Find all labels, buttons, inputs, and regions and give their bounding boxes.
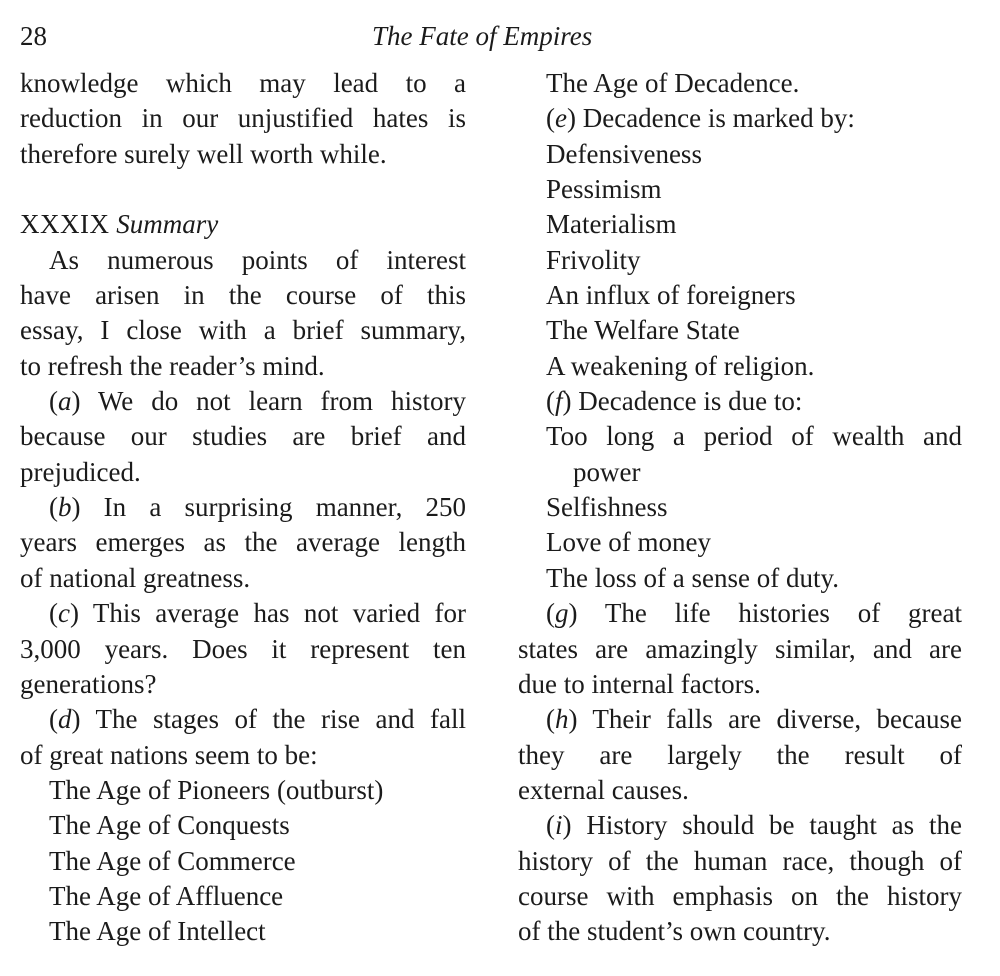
list-item: Defensiveness bbox=[546, 138, 702, 169]
spacer bbox=[20, 172, 466, 207]
paragraph-line: years emerges as the average length bbox=[20, 527, 466, 558]
page-number: 28 bbox=[20, 21, 47, 51]
list-item: Materialism bbox=[546, 209, 677, 240]
point-marker: g bbox=[555, 598, 569, 629]
point-e-line: (e) Decadence is marked by: bbox=[546, 103, 855, 134]
point-marker: f bbox=[555, 386, 563, 417]
page-header bbox=[0, 16, 1000, 56]
point-marker: d bbox=[58, 704, 72, 735]
point-marker: e bbox=[555, 103, 567, 134]
stage-item: The Age of Conquests bbox=[49, 810, 290, 841]
list-item-continuation: power bbox=[573, 456, 641, 487]
point-text: The stages of the rise and fall bbox=[80, 704, 466, 735]
paragraph-line: reduction in our unjustified hates is bbox=[20, 103, 466, 134]
paragraph-line: course with emphasis on the history bbox=[518, 880, 962, 911]
right-column bbox=[518, 66, 962, 950]
point-text: In a surprising manner, 250 bbox=[80, 492, 466, 523]
list-item: Selfishness bbox=[546, 492, 668, 523]
point-marker: b bbox=[58, 492, 72, 523]
running-title: The Fate of Empires bbox=[372, 21, 593, 51]
point-i-line: (i) History should be taught as the bbox=[546, 810, 962, 841]
paragraph-line: have arisen in the course of this bbox=[20, 280, 466, 311]
paragraph-line: history of the human race, though of bbox=[518, 845, 962, 876]
paragraph-line: to refresh the reader’s mind. bbox=[20, 350, 325, 381]
list-item: Too long a period of wealth and bbox=[546, 421, 962, 452]
point-text: The life histories of great bbox=[577, 598, 962, 629]
paragraph-line: because our studies are brief and bbox=[20, 421, 466, 452]
paragraph-line: they are largely the result of bbox=[518, 739, 962, 770]
stage-item: The Age of Commerce bbox=[49, 845, 296, 876]
list-item: An influx of foreigners bbox=[546, 280, 796, 311]
stage-item: The Age of Intellect bbox=[49, 916, 266, 947]
point-text: This average has not varied for bbox=[78, 598, 466, 629]
point-d-line: (d) The stages of the rise and fall bbox=[49, 704, 466, 735]
list-item: Pessimism bbox=[546, 174, 662, 205]
paragraph-line: due to internal factors. bbox=[518, 668, 761, 699]
paragraph-line: of the student’s own country. bbox=[518, 916, 831, 947]
point-text: We do not learn from history bbox=[80, 386, 466, 417]
paragraph-line: external causes. bbox=[518, 774, 689, 805]
paragraph-line: prejudiced. bbox=[20, 456, 141, 487]
point-marker: a bbox=[58, 386, 72, 417]
section-heading bbox=[20, 207, 466, 242]
paragraph-line: therefore surely well worth while. bbox=[20, 138, 387, 169]
paragraph-line: of great nations seem to be: bbox=[20, 739, 318, 770]
point-text: History should be taught as the bbox=[571, 810, 962, 841]
paragraph-line: of national greatness. bbox=[20, 562, 251, 593]
point-marker: i bbox=[555, 810, 563, 841]
point-h-line: (h) Their falls are diverse, because bbox=[546, 704, 962, 735]
paragraph-line: As numerous points of interest bbox=[49, 244, 466, 275]
list-item: Frivolity bbox=[546, 244, 641, 275]
paragraph-line: states are amazingly similar, and are bbox=[518, 633, 962, 664]
point-b-line: (b) In a surprising manner, 250 bbox=[49, 492, 466, 523]
stage-item: The Age of Decadence. bbox=[546, 68, 800, 98]
paragraph-line: essay, I close with a brief summary, bbox=[20, 315, 466, 346]
point-marker: c bbox=[58, 598, 70, 629]
point-g-line: (g) The life histories of great bbox=[546, 598, 962, 629]
paragraph-line: knowledge which may lead to a bbox=[20, 68, 466, 98]
left-column bbox=[20, 66, 466, 950]
paragraph-line: generations? bbox=[20, 668, 157, 699]
section-title: Summary bbox=[116, 209, 219, 240]
point-text: Their falls are diverse, because bbox=[577, 704, 962, 735]
point-a-line: (a) We do not learn from history bbox=[49, 386, 466, 417]
list-item: The Welfare State bbox=[546, 315, 740, 346]
point-c-line: (c) This average has not varied for bbox=[49, 598, 466, 629]
section-number: XXXIX bbox=[20, 209, 110, 240]
point-text: Decadence is due to: bbox=[571, 386, 803, 417]
list-item: The loss of a sense of duty. bbox=[546, 562, 839, 593]
paragraph-line: 3,000 years. Does it represent ten bbox=[20, 633, 466, 664]
list-item: Love of money bbox=[546, 527, 711, 558]
list-item: A weakening of religion. bbox=[546, 350, 815, 381]
point-text: Decadence is marked by: bbox=[575, 103, 855, 134]
stage-item: The Age of Affluence bbox=[49, 880, 284, 911]
point-marker: h bbox=[555, 704, 569, 735]
point-f-line: (f) Decadence is due to: bbox=[546, 386, 803, 417]
stage-item: The Age of Pioneers (outburst) bbox=[49, 774, 384, 805]
